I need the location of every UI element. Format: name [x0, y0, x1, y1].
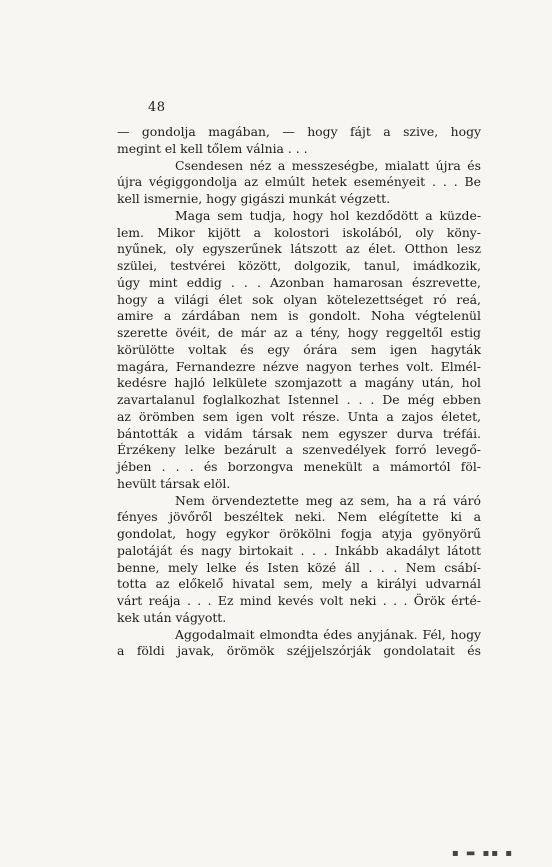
- text-line: benne, mely lelke és Isten közé áll . . . Nem csábí-: [117, 559, 481, 575]
- text-line: jében . . . és borzongva menekült a mámortól föl-: [117, 459, 481, 474]
- text-line: zavartalanul foglalkozhat Istennel . . . De még ebben: [117, 392, 481, 407]
- text-line: amire a zárdában nem is gondolt. Noha végtelenül: [117, 308, 481, 324]
- text-line: magára, Fernandezre nézve nagyon terhes volt. Elmél-: [117, 358, 481, 374]
- text-line: fényes jövőről beszéltek neki. Nem elégítette ki a: [117, 509, 481, 525]
- text-line: lem. Mikor kijött a kolostori iskolából, oly köny-: [117, 224, 481, 240]
- footer-mark: ▪ ▬ ▪▪ ▪: [451, 848, 514, 859]
- text-line: újra végiggondolja az elmúlt hetek eseményeit . . . Be: [117, 174, 481, 190]
- text-line: Maga sem tudja, hogy hol kezdődött a küzde-: [175, 207, 481, 223]
- text-line: kedésre hajló lelkülete szomjazott a magány után, hol: [117, 375, 481, 391]
- text-line: szülei, testvérei között, dolgozik, tanul, imádkozik,: [117, 258, 481, 273]
- text-line: — gondolja magában, — hogy fájt a szive, hogy: [117, 124, 481, 139]
- text-line: körülötte voltak és egy órára sem igen hagyták: [117, 341, 481, 357]
- text-line: kell ismernie, hogy gigászi munkát végzett.: [117, 191, 391, 206]
- page-number: 48: [148, 100, 166, 115]
- text-line: gondolat, hogy egykor örökölni fogja atyja gyönyörű: [117, 526, 481, 541]
- text-line: megint el kell tőlem válnia . . .: [117, 140, 308, 156]
- text-line: a földi javak, örömök széjjelszórják gondolatait és: [117, 643, 481, 659]
- text-line: Aggodalmait elmondta édes anyjának. Fél, hogy: [175, 626, 481, 642]
- text-line: várt reája . . . Ez mind kevés volt neki . . . Örök érté-: [117, 593, 481, 608]
- text-line: úgy mint eddig . . . Azonban hamarosan észrevette,: [117, 274, 481, 290]
- text-line: bántották a vidám társak nem egyszer durva tréfái.: [117, 425, 481, 441]
- text-line: totta az előkelő hivatal sem, mely a királyi udvarnál: [117, 576, 481, 592]
- text-line: kek után vágyott.: [117, 609, 227, 625]
- text-line: hogy a világi élet sok olyan kötelezettséget ró reá,: [117, 291, 481, 307]
- text-line: szerette övéit, de már az a tény, hogy reggeltől estig: [117, 325, 481, 340]
- text-line: Érzékeny lelke bezárult a szenvedélyek forró levegő-: [117, 442, 481, 458]
- text-line: Csendesen néz a messzeségbe, mialatt újra és: [175, 157, 481, 173]
- text-line: az örömben sem igen volt része. Unta a zajos életet,: [117, 408, 481, 424]
- text-line: Nem örvendeztette meg az sem, ha a rá váró: [175, 492, 481, 508]
- body-text: [117, 124, 481, 660]
- text-line: nyűnek, oly egyszerűnek látszott az élet. Otthon lesz: [117, 241, 481, 257]
- text-line: hevült társak elöl.: [117, 475, 231, 491]
- text-line: palotáját és nagy birtokait . . . Inkább akadályt látott: [117, 542, 481, 558]
